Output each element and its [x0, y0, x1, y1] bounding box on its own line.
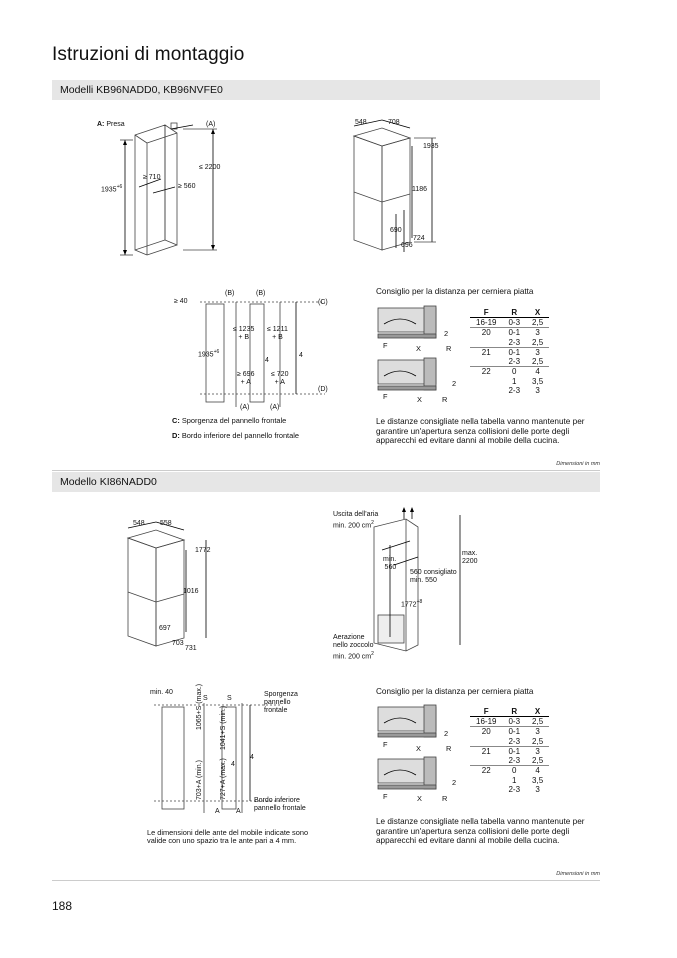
- niche-min-val: 560: [384, 564, 397, 571]
- hinge-x-a: X: [416, 344, 421, 353]
- niche-recommended: 560 consigliato: [410, 569, 457, 576]
- niche-height: 1935: [101, 186, 117, 194]
- vent-min: min. 200 cm: [333, 653, 372, 661]
- ref-b1: (B): [225, 290, 235, 297]
- a-label-1: A: [215, 808, 220, 815]
- cell: 22: [470, 367, 502, 377]
- cell: 2,5: [532, 756, 544, 766]
- hinge-f-b: F: [383, 392, 388, 401]
- cell: 0-1: [502, 328, 526, 338]
- hinge-gap-a: 2: [444, 329, 449, 338]
- min40-label: min. 40: [150, 689, 173, 696]
- cell: 2,5: [532, 736, 544, 746]
- page-title: Istruzioni di montaggio: [52, 44, 245, 65]
- hinge-r-b: R: [442, 395, 448, 404]
- hinge-r-a: R: [446, 344, 452, 353]
- cell: 0: [502, 766, 526, 776]
- vent-label: Aerazione: [333, 634, 365, 641]
- section-heading: Modello KI86NADD0: [52, 472, 600, 492]
- door-gap-1: 4: [265, 357, 269, 364]
- sq-sup: 2: [371, 520, 374, 526]
- door-gap-2: 4: [299, 352, 303, 359]
- page-number: 188: [52, 899, 73, 913]
- appliance2-upper: 1016: [183, 588, 199, 595]
- door2-gap-2: 4: [250, 754, 254, 761]
- appliance2-width: 548: [133, 520, 145, 527]
- cell: 2-3: [508, 785, 521, 795]
- niche-min-depth: min. 550: [410, 577, 437, 584]
- divider: [52, 880, 600, 881]
- door-upper-min-b: (min.): [220, 705, 227, 724]
- door-lower-max: 727+A: [220, 779, 227, 800]
- cell: [470, 785, 502, 794]
- cell: 0-1: [502, 727, 526, 737]
- cell: [470, 737, 502, 747]
- door-upper-max: 1065+S: [196, 705, 203, 730]
- upper-door-2b: + B: [272, 334, 283, 341]
- appliance-width: 548: [355, 119, 367, 126]
- cell: 21: [470, 746, 502, 756]
- door-upper-max-b: (max.): [196, 683, 203, 704]
- a-label-2: A: [236, 808, 241, 815]
- niche-diagram: [95, 115, 235, 275]
- cell: 2,5: [532, 357, 544, 367]
- niche-max-val: 2200: [462, 558, 478, 565]
- appliance-height: 1935: [423, 143, 439, 150]
- cell: 16-19: [476, 717, 497, 726]
- cell: 3,5: [532, 376, 544, 386]
- niche2-height-tol: +8: [416, 599, 423, 605]
- cell: [470, 357, 502, 367]
- cell: 20: [470, 328, 502, 338]
- hinge-r-a: R: [446, 744, 452, 753]
- side-gap: ≥ 40: [174, 298, 188, 305]
- niche-min-label: min.: [383, 556, 397, 563]
- projection-2: pannello: [264, 699, 291, 706]
- legend-d-text: Bordo inferiore del pannello frontale: [181, 431, 299, 440]
- lower-door-2: ≤ 720: [271, 371, 289, 378]
- col-x: X: [526, 706, 549, 717]
- s-label-2: S: [227, 695, 232, 702]
- cell: 1: [512, 376, 517, 386]
- hinge-x-b: X: [417, 395, 422, 404]
- cell: 1: [512, 775, 517, 785]
- hinge-note: Le distanze consigliate nella tabella vanno mantenute per garantire un'apertura senza collisioni delle porte degli apparecchi ed evitare danni al mobile della cucina.: [376, 417, 585, 445]
- hinge-r-b: R: [442, 794, 448, 803]
- hinge-note: Le distanze consigliate nella tabella vanno mantenute per garantire un'apertura senza collisioni delle porte degli apparecchi ed evitare danni al mobile della cucina.: [376, 817, 585, 845]
- appliance-lower2: 724: [413, 235, 425, 242]
- door2-gap-1: 4: [231, 761, 235, 768]
- cell: [470, 776, 502, 785]
- legend-d-key: D:: [172, 431, 180, 440]
- cell: 3,5: [532, 775, 544, 785]
- appliance-upper: 1186: [412, 186, 428, 193]
- vent-plinth: nello zoccolo: [333, 642, 374, 649]
- air-outlet-min: min. 200 cm: [333, 522, 372, 530]
- col-r: R: [502, 706, 526, 717]
- appliance2-lower3: 731: [185, 645, 197, 652]
- ref-c: (C): [318, 299, 328, 306]
- appliance-depth: 708: [388, 119, 400, 126]
- legend-c-text: Sporgenza del pannello frontale: [181, 416, 287, 425]
- bottom-edge-1: Bordo inferiore: [254, 797, 300, 804]
- cell: 21: [470, 347, 502, 357]
- hinge-gap-b: 2: [452, 379, 457, 388]
- hinge-f-a: F: [383, 740, 388, 749]
- doors-note: Le dimensioni delle ante del mobile indicate sono valide con uno spazio tra le ante pari a 4 mm.: [147, 828, 309, 846]
- cell: 0-1: [502, 746, 526, 756]
- hinge-f-b: F: [383, 792, 388, 801]
- socket-label: Presa: [106, 121, 125, 128]
- niche-max-label: max.: [462, 550, 478, 557]
- hinge-f-a: F: [383, 341, 388, 350]
- cell: 3: [526, 347, 549, 357]
- col-x: X: [526, 307, 549, 318]
- cell: 3: [526, 727, 549, 737]
- hinge-table: [470, 307, 549, 395]
- appliance2-depth: 558: [160, 520, 172, 527]
- cell: 0-1: [502, 347, 526, 357]
- bottom-edge-2: pannello frontale: [254, 805, 306, 812]
- cell: [470, 386, 502, 395]
- col-r: R: [502, 307, 526, 318]
- cell: 2,5: [532, 717, 544, 726]
- appliance-lower1: 690: [390, 227, 402, 234]
- cell: 2-3: [508, 386, 521, 396]
- col-f: F: [470, 307, 502, 318]
- projection-3: frontale: [264, 707, 288, 714]
- hinge-x-b: X: [417, 794, 422, 803]
- lower-door-2b: + A: [274, 379, 285, 386]
- door-upper-min: 1041+S: [220, 725, 227, 750]
- appliance-diagram: [348, 118, 448, 268]
- niche-depth: ≥ 560: [178, 183, 196, 190]
- upper-door-1: ≤ 1235: [233, 326, 255, 333]
- cell: 2-3: [508, 756, 521, 766]
- cell: [470, 377, 502, 386]
- socket-ref: (A): [206, 121, 216, 128]
- socket-key: A:: [97, 121, 105, 128]
- cell: 0-3: [508, 717, 521, 726]
- legend-c-key: C:: [172, 416, 180, 425]
- cell: 4: [526, 367, 549, 377]
- cell: 16-19: [476, 318, 497, 327]
- door-lower-min: 703+A: [196, 779, 203, 800]
- air-outlet-label: Uscita dell'aria: [333, 511, 379, 518]
- upper-door-1b: + B: [238, 334, 250, 341]
- niche-height-tol: +6: [116, 184, 123, 190]
- lower-door-1b: + A: [240, 379, 251, 386]
- hinge-title: Consiglio per la distanza per cerniera piatta: [376, 687, 534, 696]
- lower-door-1: ≥ 696: [237, 371, 255, 378]
- hinge-x-a: X: [416, 744, 421, 753]
- ref-a1: (A): [240, 404, 250, 411]
- section-heading: Modelli KB96NADD0, KB96NVFE0: [52, 80, 600, 100]
- appliance-lower3: 696: [401, 242, 413, 249]
- hinge-gap-a: 2: [444, 729, 449, 738]
- dims-note: Dimensioni in mm: [556, 871, 600, 877]
- cell: 2-3: [508, 736, 521, 746]
- cell: 3: [526, 328, 549, 338]
- hinge-title: Consiglio per la distanza per cerniera piatta: [376, 287, 534, 296]
- door-lower-max-b: (max.): [220, 758, 227, 778]
- cell: 20: [470, 727, 502, 737]
- panel-height: 1935: [198, 351, 214, 359]
- cell: 2-3: [508, 357, 521, 367]
- appliance-diagram-2: [122, 520, 222, 660]
- col-f: F: [470, 706, 502, 717]
- hinge-gap-b: 2: [452, 778, 457, 787]
- panel-height-tol: +6: [213, 349, 220, 355]
- cell: [470, 338, 502, 348]
- niche2-height: 1772: [401, 601, 417, 609]
- ref-a2: (A): [270, 404, 280, 411]
- door-lower-min-b: (min.): [196, 760, 203, 778]
- dims-note: Dimensioni in mm: [556, 461, 600, 467]
- cell: 3: [535, 785, 540, 795]
- projection-1: Sporgenza: [264, 691, 298, 698]
- niche-width: ≥ 710: [143, 174, 161, 181]
- hinge-diagram: [372, 304, 462, 404]
- cell: 4: [526, 766, 549, 776]
- cell: 0: [502, 367, 526, 377]
- cell: 0-3: [508, 318, 521, 327]
- s-label-1: S: [203, 695, 208, 702]
- upper-door-2: ≤ 1211: [267, 326, 288, 333]
- cell: 3: [535, 386, 540, 396]
- appliance2-height: 1772: [195, 547, 211, 554]
- cell: 2,5: [532, 318, 544, 327]
- appliance2-lower1: 697: [159, 625, 171, 632]
- cell: 2-3: [508, 337, 521, 347]
- cell: 2,5: [532, 337, 544, 347]
- niche-max-height: ≤ 2200: [199, 164, 221, 171]
- cell: [470, 756, 502, 766]
- divider: [52, 470, 600, 471]
- sq-sup-2: 2: [371, 651, 374, 657]
- cell: 3: [526, 746, 549, 756]
- ref-d: (D): [318, 386, 328, 393]
- ref-b2: (B): [256, 290, 266, 297]
- cell: 22: [470, 766, 502, 776]
- hinge-table: [470, 706, 549, 794]
- appliance2-lower2: 703: [172, 640, 184, 647]
